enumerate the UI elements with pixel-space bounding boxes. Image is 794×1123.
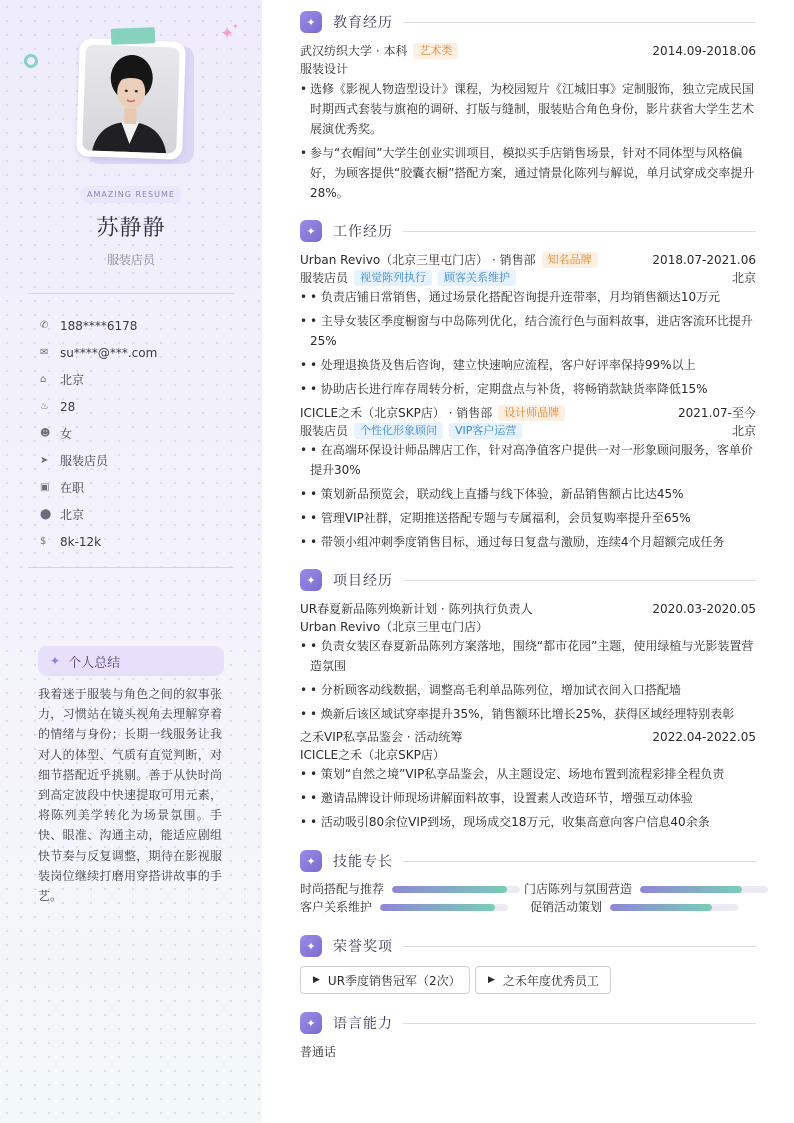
- section-divider: [403, 946, 756, 947]
- section-title: 工作经历: [333, 224, 393, 240]
- bullet-line: • • 焕新后该区域试穿率提升35%，销售额环比增长25%，获得区域经理特别表彰: [310, 707, 735, 721]
- info-value: 8k-12k: [60, 534, 102, 549]
- bullet-line: • • 处理退换货及售后咨询，建立快速响应流程，客户好评率保持99%以上: [310, 358, 696, 372]
- info-value: 在职: [60, 481, 85, 495]
- info-row: [40, 528, 240, 555]
- sparkle-icon: ✦: [300, 1012, 322, 1034]
- bullet-line: • • 策划新品预览会，联动线上直播与线下体验，新品销售额占比达45%: [310, 487, 684, 501]
- skill-level-fill: [392, 886, 507, 893]
- section-title: 项目经历: [333, 573, 393, 589]
- company-tag: 设计师品牌: [498, 405, 565, 421]
- skill-level-bar: [640, 886, 768, 893]
- skill-item: [300, 899, 508, 915]
- job-role-row: [300, 422, 756, 440]
- bullet-item: [300, 287, 756, 307]
- play-triangle-icon: ▶: [313, 975, 320, 985]
- bullet-line: • • 在高端环保设计师品牌店工作，针对高净值客户提供一对一形象顾问服务，客单价: [310, 443, 753, 457]
- section-languages: [300, 1011, 756, 1035]
- sparkle-icon: ✦: [50, 654, 61, 668]
- candidate-name: 苏静静: [96, 216, 166, 241]
- section-education: [300, 10, 756, 34]
- section-title: 语言能力: [333, 1016, 393, 1032]
- section-work: [300, 219, 756, 243]
- sparkle-icon: ✦: [300, 220, 322, 242]
- info-row: [40, 501, 240, 528]
- bullet-item: [300, 636, 756, 676]
- info-row: [40, 366, 240, 393]
- skill-level-fill: [610, 904, 712, 911]
- skill-level-bar: [392, 886, 520, 893]
- summary-text: 我着迷于服装与角色之间的叙事张力，习惯站在镜头视角去理解穿着的情绪与身份；长期一线服务让我对人的体型、气质有直觉判断，对细节搭配近乎挑剔。善于从快时尚到高定波段中快速提取可用元素，将陈列美学转化为场景氛围。手快、眼准、沟通主动，能适应剧组快节奏与反复调整，期待在影视服装岗位继续打磨用穿搭讲故事的手艺。: [38, 687, 222, 904]
- job-period: 2021.07-至今: [678, 406, 756, 420]
- sidebar-divider: [28, 567, 234, 568]
- job-role-row: [300, 269, 756, 287]
- award-label: UR季度销售冠军（2次）: [327, 973, 461, 988]
- bullet-item: [300, 680, 756, 700]
- skill-item: [524, 881, 768, 897]
- section-divider: [403, 22, 756, 23]
- bullet-line: 时期西式套装与旗袍的调研、打版与缝制，服装贴合角色身份，影片获省大学生艺术: [310, 102, 755, 116]
- bullet-line: • • 带领小组冲刺季度销售目标，通过每日复盘与激励，连续4个月超额完成任务: [310, 535, 725, 549]
- info-row: [40, 393, 240, 420]
- skill-level-fill: [380, 904, 495, 911]
- bullet-line: 好，为顾客提供“胶囊衣橱”搭配方案，通过情景化陈列与解说，单月试穿成交率提升: [310, 166, 755, 180]
- bullet-line: 25%: [310, 334, 337, 348]
- info-value: 北京: [60, 373, 85, 387]
- bullet-item: [300, 764, 756, 784]
- bullet-line: • • 活动吸引80余位VIP到场，现场成交18万元，收集高意向客户信息40余条: [310, 815, 710, 829]
- skill-name: 门店陈列与氛围营造: [524, 882, 633, 896]
- award-label: 之禾年度优秀员工: [502, 973, 599, 988]
- info-row: [40, 474, 240, 501]
- play-triangle-icon: ▶: [488, 975, 495, 985]
- section-skills: [300, 849, 756, 873]
- job-skill-tag: VIP客户运营: [449, 423, 522, 439]
- job-period: 2018.07-2021.06: [652, 253, 756, 267]
- bullet-line: 展演优秀奖。: [310, 122, 383, 136]
- candidate-title: 服装店员: [106, 253, 155, 267]
- section-divider: [403, 1023, 756, 1024]
- home-icon: ⌂: [40, 374, 47, 385]
- sidebar: [0, 0, 262, 1123]
- bullet-line: • 选修《影视人物造型设计》课程，为校园短片《江城旧事》定制服饰，独立完成民国: [310, 82, 755, 96]
- avatar: [82, 44, 180, 153]
- photo-tape: [111, 27, 156, 45]
- job-skill-tag: 顾客关系维护: [438, 270, 516, 286]
- info-value: 服装店员: [60, 454, 109, 468]
- project-period: 2022.04-2022.05: [652, 730, 756, 744]
- cake-icon: ♨: [40, 401, 49, 412]
- contact-info-list: [40, 312, 240, 555]
- company-name: Urban Revivo（北京三里屯门店） · 销售部: [300, 253, 536, 267]
- info-value: 北京: [60, 508, 85, 522]
- skill-level-fill: [640, 886, 742, 893]
- bullet-line: • • 管理VIP社群，定期推送搭配专题与专属福利，会员复购率提升至65%: [310, 511, 691, 525]
- skill-level-bar: [380, 904, 508, 911]
- language-value: 普通话: [300, 1045, 337, 1059]
- section-title: 教育经历: [333, 15, 393, 31]
- skill-level-bar: [610, 904, 738, 911]
- education-period: 2014.09-2018.06: [652, 44, 756, 58]
- school-name: 武汉纺织大学 · 本科: [300, 44, 408, 58]
- photo-frame: [76, 38, 186, 160]
- sparkle-small-icon: ✦: [232, 22, 239, 31]
- bullet-item: [300, 143, 756, 203]
- bullet-item: [300, 440, 756, 480]
- bullet-item: [300, 788, 756, 808]
- award-item: [475, 966, 611, 994]
- job-skill-tag: 视觉陈列执行: [354, 270, 432, 286]
- bullet-line: • • 负责店铺日常销售，通过场景化搭配咨询提升连带率，月均销售额达10万元: [310, 290, 721, 304]
- bullet-line: 提升30%: [310, 463, 361, 477]
- sparkle-icon: ✦: [300, 850, 322, 872]
- job-skill-tag: 个性化形象顾问: [354, 423, 443, 439]
- summary-title: 个人总结: [68, 655, 121, 671]
- project-org-row: [300, 746, 756, 764]
- bullet-item: [300, 311, 756, 351]
- language-row: [300, 1043, 756, 1061]
- section-title: 技能专长: [333, 854, 393, 870]
- section-projects: [300, 568, 756, 592]
- company-tag: 知名品牌: [542, 252, 598, 268]
- project-header-row: [300, 728, 756, 746]
- bullet-line: • • 邀请品牌设计师现场讲解面料故事，设置素人改造环节，增强互动体验: [310, 791, 693, 805]
- section-awards: [300, 934, 756, 958]
- bullet-line: • • 策划“自然之境”VIP私享品鉴会，从主题设定、场地布置到流程彩排全程负责: [310, 767, 725, 781]
- education-tag: 艺术类: [413, 43, 458, 59]
- job-city: 北京: [731, 424, 756, 438]
- project-period: 2020.03-2020.05: [652, 602, 756, 616]
- send-icon: ➤: [40, 455, 49, 466]
- bullet-item: [300, 508, 756, 528]
- summary-header: [38, 646, 224, 676]
- info-value: 28: [60, 399, 76, 414]
- project-name: UR春夏新品陈列焕新计划 · 陈列执行负责人: [300, 602, 533, 616]
- main-content: [300, 0, 756, 1123]
- phone-icon: ✆: [40, 320, 49, 331]
- info-row: [40, 339, 240, 366]
- gender-icon: ☻: [40, 428, 51, 439]
- job-city: 北京: [731, 271, 756, 285]
- project-org-row: [300, 618, 756, 636]
- sparkle-icon: ✦: [300, 935, 322, 957]
- project-org: ICICLE之禾（北京SKP店）: [300, 748, 445, 762]
- skill-name: 客户关系维护: [300, 900, 373, 914]
- portrait-illustration: [82, 44, 180, 153]
- bullet-line: • 参与“衣帽间”大学生创业实训项目，模拟买手店销售场景，针对不同体型与风格偏: [310, 146, 743, 160]
- bullet-item: [300, 79, 756, 139]
- sparkle-icon: ✦: [300, 569, 322, 591]
- bullet-item: [300, 355, 756, 375]
- decorative-ring: [24, 54, 38, 68]
- education-major: [300, 60, 756, 78]
- info-row: [40, 447, 240, 474]
- briefcase-icon: ▣: [40, 482, 50, 493]
- job-header-row: [300, 404, 756, 422]
- sparkle-icon: ✦: [300, 11, 322, 33]
- bullet-line: 造氛围: [310, 659, 347, 673]
- bullet-item: [300, 532, 756, 552]
- bullet-item: [300, 379, 756, 399]
- section-divider: [403, 580, 756, 581]
- sidebar-divider: [28, 293, 234, 294]
- bullet-line: • • 主导女装区季度橱窗与中岛陈列优化，结合流行色与面料故事，进店客流环比提升: [310, 314, 753, 328]
- bullet-item: [300, 484, 756, 504]
- major-name: 服装设计: [300, 62, 349, 76]
- project-name: 之禾VIP私享品鉴会 · 活动统筹: [300, 730, 463, 744]
- project-org: Urban Revivo（北京三里屯门店）: [300, 620, 489, 634]
- bullet-line: • • 负责女装区春夏新品陈列方案落地，围绕“都市花园”主题，使用绿植与光影装置营: [310, 639, 754, 653]
- skill-name: 时尚搭配与推荐: [300, 882, 385, 896]
- sparkle-icon: ✦: [220, 24, 235, 44]
- skill-item: [530, 899, 738, 915]
- info-value: 女: [60, 427, 73, 441]
- project-header-row: [300, 600, 756, 618]
- job-header-row: [300, 251, 756, 269]
- skill-name: 促销活动策划: [530, 900, 603, 914]
- bullet-line: • • 协助店长进行库存周转分析，定期盘点与补货，将畅销款缺货率降低15%: [310, 382, 708, 396]
- profile-photo: [78, 36, 188, 160]
- award-item: [300, 966, 470, 994]
- info-row: [40, 312, 240, 339]
- bullet-item: [300, 704, 756, 724]
- bullet-item: [300, 812, 756, 832]
- location-pin-icon: ⬤: [40, 509, 52, 520]
- info-row: [40, 420, 240, 447]
- info-value: su****@***.com: [60, 345, 158, 360]
- job-role: 服装店员: [300, 271, 349, 285]
- education-row: [300, 42, 756, 60]
- salary-icon: $: [40, 536, 47, 547]
- section-divider: [403, 231, 756, 232]
- job-role: 服装店员: [300, 424, 349, 438]
- resume-badge: AMAZING RESUME: [80, 186, 182, 203]
- bullet-line: 28%。: [310, 186, 349, 200]
- company-name: ICICLE之禾（北京SKP店） · 销售部: [300, 406, 493, 420]
- section-title: 荣誉奖项: [333, 939, 393, 955]
- skill-item: [300, 881, 520, 897]
- section-divider: [403, 861, 756, 862]
- info-value: 188****6178: [60, 318, 138, 333]
- mail-icon: ✉: [40, 347, 49, 358]
- bullet-line: • • 分析顾客动线数据，调整高毛利单品陈列位，增加试衣间入口搭配墙: [310, 683, 681, 697]
